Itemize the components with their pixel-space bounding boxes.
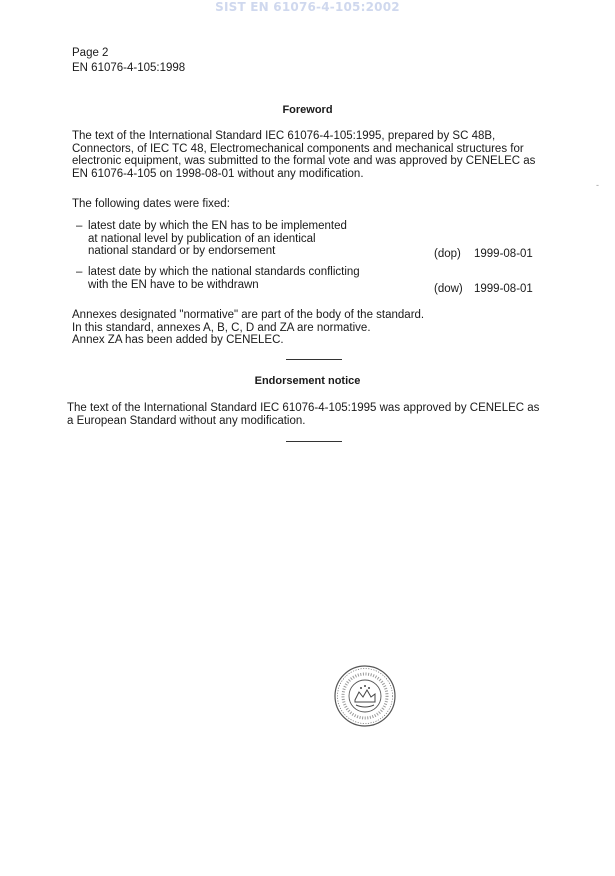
annex-notes	[72, 309, 424, 347]
annex-line: Annexes designated "normative" are part of the body of the standard.	[72, 309, 425, 321]
page-header	[72, 46, 185, 76]
date-item-line: at national level by publication of an identical	[88, 232, 316, 245]
endorsement-heading: Endorsement notice	[254, 375, 361, 387]
endorsement-text	[67, 402, 559, 427]
endorsement-line: a European Standard without any modification.	[67, 414, 306, 427]
date-item-line: national standard or by endorsement	[88, 245, 276, 257]
intro-line: Connectors, of IEC TC 48, Electromechanical components and mechanical structures for	[72, 142, 524, 155]
section-divider	[286, 359, 342, 360]
page-number: Page 2	[72, 47, 109, 59]
dates-intro: The following dates were fixed:	[72, 198, 230, 210]
foreword-intro	[72, 130, 562, 180]
date-item-text	[88, 220, 388, 258]
date-item-text	[88, 266, 388, 291]
annex-line: In this standard, annexes A, B, C, D and ZA are normative.	[72, 321, 371, 334]
date-item-line: latest date by which the national standards conflicting	[88, 266, 360, 278]
list-dash: –	[76, 220, 83, 232]
date-item-line: latest date by which the EN has to be implemented	[88, 220, 347, 232]
scan-mark: -	[596, 180, 599, 190]
document-id: EN 61076-4-105:1998	[72, 62, 186, 74]
date-item-line: with the EN have to be withdrawn	[88, 278, 259, 291]
intro-line: The text of the International Standard IEC 61076-4-105:1995, prepared by SC 48B,	[72, 130, 496, 142]
list-dash: –	[76, 266, 83, 278]
watermark: SIST EN 61076-4-105:2002	[215, 0, 400, 14]
intro-line: electronic equipment, was submitted to the formal vote and was approved by CENELEC as	[72, 155, 536, 167]
annex-line: Annex ZA has been added by CENELEC.	[72, 334, 284, 346]
foreword-heading: Foreword	[282, 104, 333, 116]
endorsement-line: The text of the International Standard IEC 61076-4-105:1995 was approved by CENELEC as	[67, 402, 540, 414]
date-code: (dow)	[434, 283, 463, 295]
intro-line: EN 61076-4-105 on 1998-08-01 without any modification.	[72, 167, 364, 180]
date-item-dop	[76, 220, 538, 260]
date-value: 1999-08-01	[474, 248, 533, 260]
date-code: (dop)	[434, 248, 461, 260]
date-value: 1999-08-01	[474, 283, 533, 295]
date-item-dow	[76, 266, 538, 296]
seal-stamp-icon	[333, 664, 397, 728]
closing-divider	[286, 441, 342, 442]
